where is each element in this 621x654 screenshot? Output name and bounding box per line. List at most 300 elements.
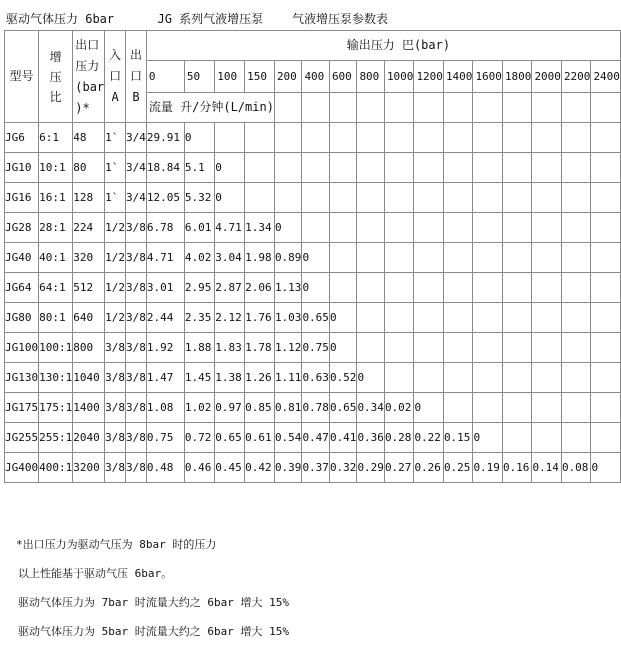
flow-value-cell [502,363,532,393]
header-model: 型号 [5,31,39,123]
flow-value-cell: 0.36 [357,423,385,453]
flow-value-cell [532,153,562,183]
flow-value-cell [384,213,414,243]
table-row [5,183,621,213]
flow-value-cell: 1.26 [245,363,275,393]
outlet-b-cell: 3/8 [126,333,147,363]
ratio-cell: 80:1 [39,303,73,333]
flow-value-cell [561,273,591,303]
flow-empty-cell [357,93,385,123]
header-outlet-pressure: 出口 压力 (bar )* [73,31,105,123]
flow-value-cell [384,303,414,333]
flow-value-cell [473,333,503,363]
flow-value-cell [329,213,357,243]
flow-value-cell: 1.02 [184,393,214,423]
flow-value-cell [357,243,385,273]
flow-empty-cell [274,93,302,123]
note-line: *出口压力为驱动气压为 8bar 时的压力 [16,538,217,551]
outlet-pressure-cell: 128 [73,183,105,213]
flow-value-cell: 0.14 [532,453,562,483]
parameter-table [4,30,621,483]
flow-value-cell [384,273,414,303]
flow-value-cell: 0 [184,123,214,153]
flow-value-cell: 0.48 [146,453,184,483]
flow-value-cell [384,363,414,393]
inlet-a-cell: 1/2 [105,273,126,303]
flow-value-cell [302,213,330,243]
inlet-a-cell: 3/8 [105,333,126,363]
flow-value-cell [561,123,591,153]
flow-value-cell: 0.25 [443,453,473,483]
flow-value-cell: 29.91 [146,123,184,153]
header-ratio: 增 压 比 [39,31,73,123]
pressure-1000: 1000 [384,61,414,93]
flow-value-cell: 0.54 [274,423,302,453]
ratio-cell: 400:1 [39,453,73,483]
flow-value-cell [473,243,503,273]
flow-value-cell: 0.72 [184,423,214,453]
flow-value-cell: 6.01 [184,213,214,243]
flow-value-cell [414,363,444,393]
flow-value-cell: 0 [473,423,503,453]
outlet-b-cell: 3/8 [126,453,147,483]
flow-value-cell [473,213,503,243]
flow-value-cell [329,273,357,303]
flow-value-cell [443,363,473,393]
flow-value-cell [414,273,444,303]
flow-value-cell [561,333,591,363]
outlet-b-cell: 3/8 [126,423,147,453]
flow-value-cell [532,273,562,303]
outlet-pressure-cell: 640 [73,303,105,333]
flow-value-cell: 0.32 [329,453,357,483]
flow-value-cell [591,243,621,273]
flow-value-cell [329,123,357,153]
model-cell: JG28 [5,213,39,243]
flow-value-cell [384,123,414,153]
model-cell: JG255 [5,423,39,453]
flow-value-cell: 0 [302,273,330,303]
flow-value-cell [502,183,532,213]
notes [18,538,289,654]
flow-value-cell [357,153,385,183]
flow-value-cell [532,183,562,213]
flow-value-cell [473,363,503,393]
flow-value-cell: 1.78 [245,333,275,363]
outlet-pressure-cell: 1400 [73,393,105,423]
ratio-cell: 10:1 [39,153,73,183]
flow-value-cell [414,243,444,273]
flow-value-cell: 0 [414,393,444,423]
flow-value-cell: 0 [591,453,621,483]
flow-value-cell [473,183,503,213]
flow-label: 流量 升/分钟(L/min) [146,93,274,123]
model-cell: JG80 [5,303,39,333]
flow-value-cell: 0.47 [302,423,330,453]
flow-value-cell [384,333,414,363]
pressure-50: 50 [184,61,214,93]
flow-value-cell: 1.34 [245,213,275,243]
flow-value-cell [561,183,591,213]
flow-value-cell [502,273,532,303]
pressure-0: 0 [146,61,184,93]
flow-empty-cell [532,93,562,123]
flow-value-cell [561,423,591,453]
inlet-a-cell: 3/8 [105,363,126,393]
model-cell: JG130 [5,363,39,393]
flow-value-cell [561,303,591,333]
flow-empty-cell [502,93,532,123]
flow-value-cell [591,273,621,303]
flow-value-cell: 0.89 [274,243,302,273]
flow-value-cell: 2.87 [215,273,245,303]
table-row [5,333,621,363]
flow-value-cell [532,303,562,333]
flow-value-cell: 0 [274,213,302,243]
flow-value-cell [357,183,385,213]
flow-value-cell [329,243,357,273]
flow-value-cell [443,213,473,243]
flow-value-cell: 0 [215,153,245,183]
table-row [5,423,621,453]
ratio-cell: 100:1 [39,333,73,363]
flow-value-cell [274,123,302,153]
note-line: 以上性能基于驱动气压 6bar。 [18,567,173,580]
table-row [5,213,621,243]
table-row [5,123,621,153]
flow-value-cell: 0.85 [245,393,275,423]
pressure-150: 150 [245,61,275,93]
pressure-1600: 1600 [473,61,503,93]
outlet-pressure-cell: 2040 [73,423,105,453]
flow-value-cell [443,333,473,363]
flow-value-cell [591,153,621,183]
inlet-a-cell: 1/2 [105,303,126,333]
outlet-pressure-cell: 512 [73,273,105,303]
table-row [5,393,621,423]
flow-value-cell [215,123,245,153]
outlet-pressure-cell: 800 [73,333,105,363]
flow-empty-cell [329,93,357,123]
flow-value-cell [384,243,414,273]
flow-value-cell [384,183,414,213]
model-cell: JG64 [5,273,39,303]
flow-value-cell: 5.1 [184,153,214,183]
inlet-a-cell: 3/8 [105,423,126,453]
pressure-2200: 2200 [561,61,591,93]
page-title: 驱动气体压力 6bar JG 系列气液增压泵 气液增压泵参数表 [6,12,389,26]
flow-value-cell [357,123,385,153]
flow-value-cell: 4.02 [184,243,214,273]
flow-value-cell [502,393,532,423]
flow-value-cell [245,183,275,213]
flow-value-cell [591,183,621,213]
flow-value-cell [414,213,444,243]
table-row [5,453,621,483]
flow-value-cell: 1.47 [146,363,184,393]
flow-value-cell: 0.97 [215,393,245,423]
flow-value-cell: 1.45 [184,363,214,393]
flow-value-cell [532,333,562,363]
flow-value-cell [502,213,532,243]
flow-value-cell [329,153,357,183]
model-cell: JG400 [5,453,39,483]
flow-value-cell [532,123,562,153]
outlet-b-cell: 3/4 [126,183,147,213]
flow-value-cell: 3.04 [215,243,245,273]
flow-value-cell: 2.44 [146,303,184,333]
flow-value-cell [473,123,503,153]
inlet-a-cell: 1/2 [105,213,126,243]
ratio-cell: 64:1 [39,273,73,303]
flow-value-cell: 0.37 [302,453,330,483]
flow-value-cell: 0.75 [146,423,184,453]
flow-value-cell: 0.63 [302,363,330,393]
flow-value-cell: 12.05 [146,183,184,213]
flow-value-cell [532,243,562,273]
flow-value-cell: 0.15 [443,423,473,453]
flow-value-cell: 2.35 [184,303,214,333]
flow-value-cell: 5.32 [184,183,214,213]
note-line: 驱动气体压力为 7bar 时流量大约之 6bar 增大 15% [18,596,289,609]
flow-value-cell [357,213,385,243]
flow-value-cell [443,303,473,333]
flow-value-cell: 0.27 [384,453,414,483]
ratio-cell: 6:1 [39,123,73,153]
flow-value-cell [502,123,532,153]
inlet-a-cell: 1` [105,183,126,213]
flow-value-cell: 0 [329,303,357,333]
model-cell: JG16 [5,183,39,213]
ratio-cell: 175:1 [39,393,73,423]
header-output-pressure: 输出压力 巴(bar) [146,31,620,61]
flow-value-cell [414,153,444,183]
flow-value-cell [591,213,621,243]
flow-value-cell: 0 [357,363,385,393]
flow-value-cell: 18.84 [146,153,184,183]
flow-value-cell [532,363,562,393]
flow-value-cell: 1.11 [274,363,302,393]
inlet-a-cell: 1/2 [105,243,126,273]
outlet-b-cell: 3/8 [126,363,147,393]
outlet-b-cell: 3/8 [126,243,147,273]
flow-value-cell [502,153,532,183]
flow-value-cell: 1.13 [274,273,302,303]
flow-value-cell [414,183,444,213]
note-line: 驱动气体压力为 5bar 时流量大约之 6bar 增大 15% [18,625,289,638]
table-row [5,303,621,333]
table-row [5,273,621,303]
flow-value-cell: 2.06 [245,273,275,303]
outlet-b-cell: 3/8 [126,213,147,243]
flow-value-cell [414,303,444,333]
flow-value-cell: 0.75 [302,333,330,363]
outlet-pressure-cell: 3200 [73,453,105,483]
flow-value-cell: 1.76 [245,303,275,333]
flow-value-cell [443,273,473,303]
flow-value-cell: 0.29 [357,453,385,483]
flow-value-cell: 0.61 [245,423,275,453]
flow-value-cell [302,183,330,213]
flow-value-cell [473,153,503,183]
flow-value-cell [384,153,414,183]
flow-value-cell [357,333,385,363]
flow-empty-cell [443,93,473,123]
flow-value-cell: 0.41 [329,423,357,453]
outlet-b-cell: 3/8 [126,303,147,333]
flow-value-cell [473,393,503,423]
flow-value-cell: 0.02 [384,393,414,423]
flow-value-cell [414,333,444,363]
flow-value-cell [274,153,302,183]
ratio-cell: 255:1 [39,423,73,453]
flow-value-cell [443,243,473,273]
outlet-pressure-cell: 80 [73,153,105,183]
flow-value-cell [561,393,591,423]
flow-value-cell [245,153,275,183]
table-row [5,243,621,273]
pressure-1800: 1800 [502,61,532,93]
table-row [5,363,621,393]
flow-empty-cell [561,93,591,123]
flow-value-cell [502,243,532,273]
flow-value-cell: 6.78 [146,213,184,243]
ratio-cell: 28:1 [39,213,73,243]
flow-value-cell: 0.65 [215,423,245,453]
flow-value-cell [357,273,385,303]
outlet-b-cell: 3/4 [126,123,147,153]
flow-value-cell [561,363,591,393]
pressure-1200: 1200 [414,61,444,93]
flow-value-cell: 0 [329,333,357,363]
flow-value-cell: 4.71 [146,243,184,273]
inlet-a-cell: 1` [105,153,126,183]
flow-value-cell: 1.12 [274,333,302,363]
flow-empty-cell [473,93,503,123]
flow-value-cell: 1.08 [146,393,184,423]
flow-value-cell: 0 [302,243,330,273]
flow-value-cell [561,213,591,243]
pressure-2000: 2000 [532,61,562,93]
model-cell: JG175 [5,393,39,423]
flow-empty-cell [384,93,414,123]
flow-value-cell: 0.78 [302,393,330,423]
flow-value-cell: 0.52 [329,363,357,393]
pressure-2400: 2400 [591,61,621,93]
pressure-400: 400 [302,61,330,93]
inlet-a-cell: 3/8 [105,453,126,483]
flow-value-cell: 2.12 [215,303,245,333]
flow-value-cell [591,303,621,333]
pressure-600: 600 [329,61,357,93]
inlet-a-cell: 1` [105,123,126,153]
flow-value-cell [274,183,302,213]
flow-value-cell [532,423,562,453]
flow-value-cell [561,243,591,273]
flow-value-cell [591,363,621,393]
header-inlet-a: 入 口 A [105,31,126,123]
flow-value-cell: 1.38 [215,363,245,393]
outlet-pressure-cell: 224 [73,213,105,243]
pressure-800: 800 [357,61,385,93]
flow-value-cell: 0.19 [473,453,503,483]
flow-value-cell: 4.71 [215,213,245,243]
ratio-cell: 40:1 [39,243,73,273]
model-cell: JG6 [5,123,39,153]
flow-value-cell: 0.26 [414,453,444,483]
header-outlet-b: 出 口 B [126,31,147,123]
flow-value-cell: 2.95 [184,273,214,303]
flow-value-cell [302,123,330,153]
flow-value-cell [302,153,330,183]
outlet-pressure-cell: 48 [73,123,105,153]
flow-value-cell: 0.46 [184,453,214,483]
pressure-200: 200 [274,61,302,93]
outlet-b-cell: 3/4 [126,153,147,183]
flow-value-cell: 0.16 [502,453,532,483]
flow-value-cell [443,153,473,183]
flow-value-cell [532,393,562,423]
flow-value-cell [443,123,473,153]
flow-value-cell [502,303,532,333]
flow-value-cell [502,423,532,453]
model-cell: JG40 [5,243,39,273]
flow-value-cell [357,303,385,333]
flow-value-cell [329,183,357,213]
flow-value-cell: 0.45 [215,453,245,483]
flow-value-cell [443,183,473,213]
flow-empty-cell [591,93,621,123]
model-cell: JG100 [5,333,39,363]
flow-value-cell [591,333,621,363]
model-cell: JG10 [5,153,39,183]
flow-value-cell [591,393,621,423]
flow-value-cell: 0.42 [245,453,275,483]
flow-value-cell: 0.22 [414,423,444,453]
flow-value-cell: 1.92 [146,333,184,363]
outlet-b-cell: 3/8 [126,393,147,423]
flow-value-cell [591,423,621,453]
pressure-100: 100 [215,61,245,93]
flow-value-cell [532,213,562,243]
outlet-pressure-cell: 320 [73,243,105,273]
flow-value-cell: 0.34 [357,393,385,423]
flow-value-cell: 0.08 [561,453,591,483]
flow-value-cell: 3.01 [146,273,184,303]
pressure-1400: 1400 [443,61,473,93]
flow-value-cell [245,123,275,153]
inlet-a-cell: 3/8 [105,393,126,423]
flow-value-cell: 0.39 [274,453,302,483]
flow-value-cell [502,333,532,363]
flow-value-cell [591,123,621,153]
flow-empty-cell [302,93,330,123]
ratio-cell: 16:1 [39,183,73,213]
table-row [5,153,621,183]
flow-value-cell [414,123,444,153]
flow-value-cell [561,153,591,183]
outlet-b-cell: 3/8 [126,273,147,303]
ratio-cell: 130:1 [39,363,73,393]
flow-empty-cell [414,93,444,123]
flow-value-cell [473,273,503,303]
flow-value-cell: 1.98 [245,243,275,273]
flow-value-cell: 0.81 [274,393,302,423]
flow-value-cell: 1.03 [274,303,302,333]
flow-value-cell [443,393,473,423]
flow-value-cell [473,303,503,333]
flow-value-cell: 0.28 [384,423,414,453]
